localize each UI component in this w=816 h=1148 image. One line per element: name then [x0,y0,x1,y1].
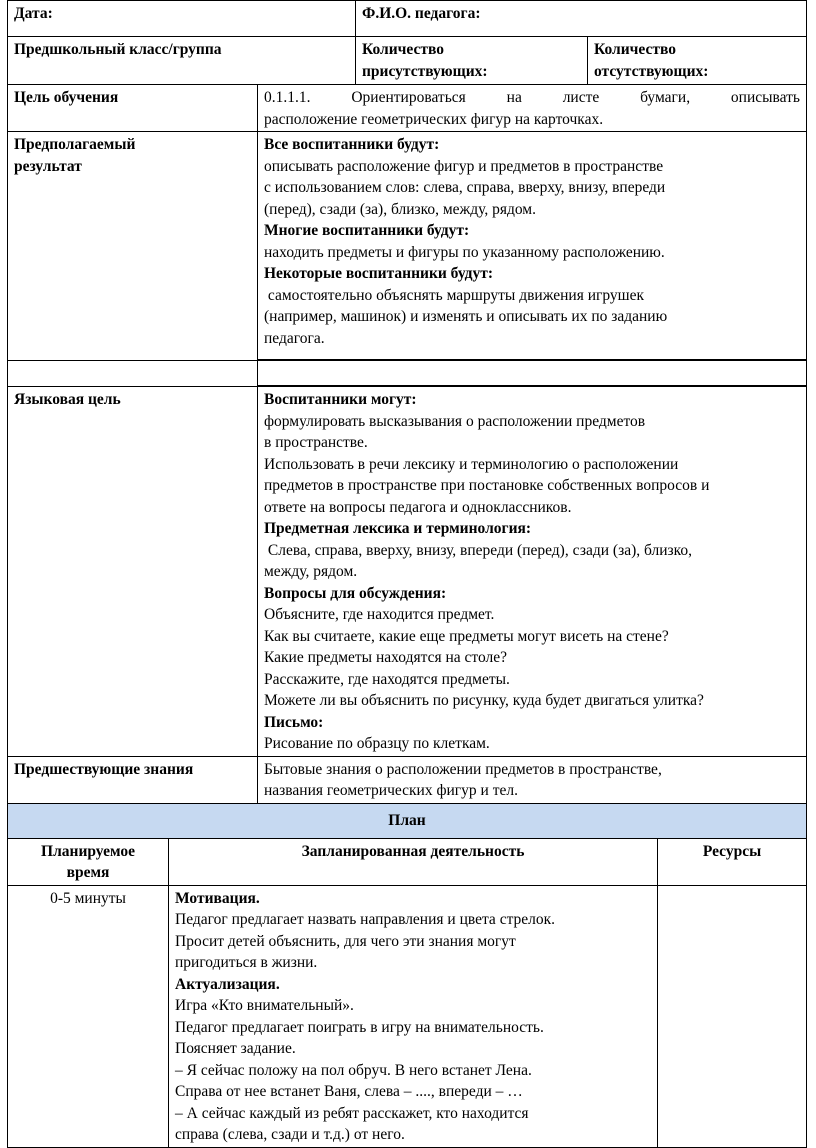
result-all-line: описывать расположение фигур и предметов в пространстве [264,157,664,175]
row-activity-cell [169,885,658,1147]
motivation-line: Просит детей объяснить, для чего эти знания могут [175,932,516,950]
teacher-label: Ф.И.О. педагога: [362,5,481,22]
result-some-line: (например, машинок) и изменять и описывать их по заданию [264,308,668,325]
col-resources-label: Ресурсы [702,842,762,860]
plan-table [7,803,807,1148]
empty-row [8,360,807,386]
actualization-heading: Актуализация. [175,975,280,993]
language-can-line: предметов в пространстве при постановке собственных вопросов и [264,477,710,494]
col-time-header [8,838,169,885]
actualization-line: Игра «Кто внимательный». [175,997,354,1014]
present-cell [356,37,588,85]
result-all-heading: Все воспитанники будут: [264,136,440,153]
result-all-line: с использованием слов: слева, справа, вверху, внизу, впереди [264,179,666,196]
language-writing-line: Рисование по образцу по клеткам. [264,735,490,752]
col-activity-label: Запланированная деятельность [301,842,525,860]
col-activity-header [169,838,658,885]
col-time-line: Планируемое [41,842,135,860]
language-question-line: Можете ли вы объяснить по рисунку, куда будет двигаться улитка? [264,692,704,709]
present-label-line: присутствующих: [362,62,488,80]
language-vocab-line: между, рядом. [264,563,358,580]
result-all-line: (перед), сзади (за), близко, между, рядом. [264,200,536,218]
result-some-heading: Некоторые воспитанники будут: [264,265,493,282]
language-questions-heading: Вопросы для обсуждения: [264,584,447,602]
actualization-line: – А сейчас каждый из ребят расскажет, кто находится [175,1104,529,1122]
language-vocab-heading: Предметная лексика и терминология: [264,520,532,537]
language-label: Языковая цель [14,390,121,408]
goal-text-line: 0.1.1.1. Ориентироваться на листе бумаги, описывать [264,89,800,106]
date-cell [8,1,356,37]
language-question-line: Расскажите, где находятся предметы. [264,670,510,688]
absent-cell [588,37,807,85]
plan-title-cell [8,803,807,838]
result-many-line: находить предметы и фигуры по указанному расположению. [264,243,665,261]
actualization-line: Справа от нее встанет Ваня, слева – ...., впереди – … [175,1083,523,1100]
prior-text-cell [258,756,807,803]
actualization-line: справа (слева, сзади и т.д.) от него. [175,1126,405,1143]
result-some-line: педагога. [264,329,325,347]
goal-label-cell [8,85,258,132]
col-resources-header [658,838,807,885]
actualization-line: – Я сейчас положу на пол обруч. В него встанет Лена. [175,1061,532,1079]
prior-label-cell [8,756,258,803]
prior-text-line: названия геометрических фигур и тел. [264,782,518,799]
language-label-cell [8,386,258,756]
language-question-line: Объясните, где находится предмет. [264,606,495,623]
lesson-plan-page [7,0,806,1148]
row-time: 0-5 минуты [50,889,126,907]
language-writing-heading: Письмо: [264,713,324,731]
language-question-line: Какие предметы находятся на столе? [264,649,507,666]
result-label-line: Предполагаемый [14,136,136,153]
motivation-line: пригодиться в жизни. [175,954,318,971]
goal-label: Цель обучения [14,89,119,106]
row-resources-cell [658,885,807,1147]
language-can-line: Использовать в речи лексику и терминологию о расположении [264,455,679,473]
result-text-cell [258,132,807,361]
absent-label-line: Количество [594,41,676,58]
absent-label-line: отсутствующих: [594,62,709,80]
result-label-cell [8,132,258,361]
empty-cell [258,360,807,386]
language-can-line: в пространстве. [264,434,368,451]
row-time-cell [8,885,169,1147]
motivation-heading: Мотивация. [175,889,260,907]
goal-text-cell [258,85,807,132]
actualization-line: Педагог предлагает поиграть в игру на внимательность. [175,1018,544,1036]
motivation-line: Педагог предлагает назвать направления и цвета стрелок. [175,911,556,928]
class-label: Предшкольный класс/группа [14,41,222,58]
language-can-line: ответе на вопросы педагога и одноклассников. [264,498,572,516]
result-some-line: самостоятельно объяснять маршруты движения игрушек [264,286,644,304]
goal-text-line: расположение геометрических фигур на карточках. [264,110,604,128]
actualization-line: Поясняет задание. [175,1040,296,1057]
plan-title: План [388,811,426,829]
date-label: Дата: [14,5,53,22]
objectives-table [7,84,807,804]
header-table [7,0,807,85]
result-label-line: результат [14,157,82,175]
language-question-line: Как вы считаете, какие еще предметы могут висеть на стене? [264,627,669,645]
prior-label: Предшествующие знания [14,760,194,778]
language-vocab-line: Слева, справа, вверху, внизу, впереди (перед), сзади (за), близко, [264,541,693,559]
language-can-line: формулировать высказывания о расположении предметов [264,412,646,430]
prior-text-line: Бытовые знания о расположении предметов в пространстве, [264,760,662,778]
language-text-cell [258,386,807,756]
language-can-heading: Воспитанники могут: [264,391,417,408]
present-label-line: Количество [362,41,444,58]
result-many-heading: Многие воспитанники будут: [264,222,470,239]
empty-cell [8,360,258,386]
col-time-line: время [66,864,110,881]
class-cell [8,37,356,85]
teacher-cell [356,1,807,37]
